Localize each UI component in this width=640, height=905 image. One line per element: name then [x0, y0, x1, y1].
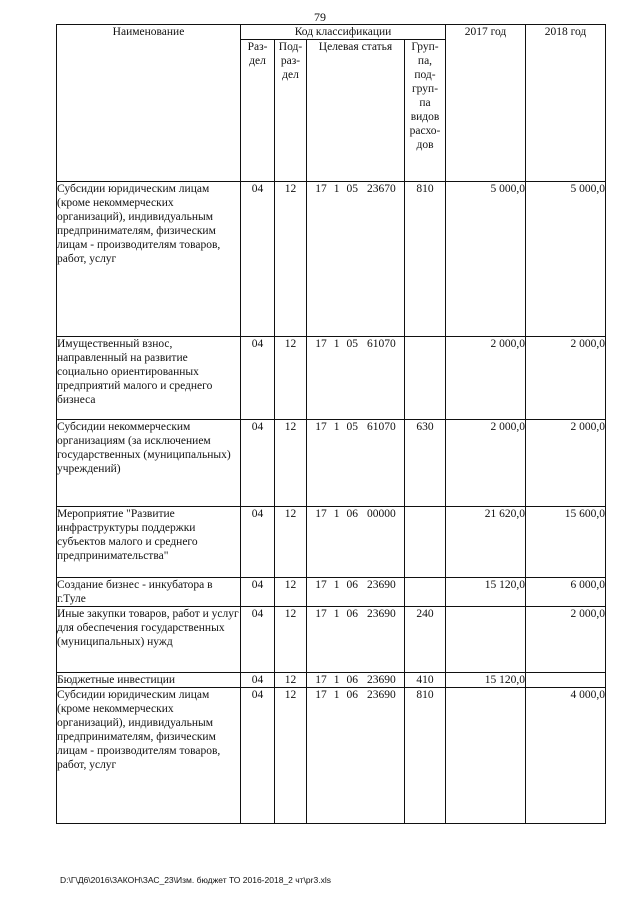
- row-podrazdel: 12: [275, 337, 307, 420]
- target-article-part: 17: [315, 338, 327, 350]
- table-row: [57, 182, 606, 337]
- target-article-part: 06: [346, 508, 358, 520]
- row-target-article: [307, 507, 405, 578]
- row-amount-2018: 6 000,0: [526, 578, 606, 607]
- row-amount-2018: 2 000,0: [526, 607, 606, 673]
- row-expense-group: [405, 578, 446, 607]
- target-article-part: 23670: [367, 183, 396, 195]
- row-podrazdel: 12: [275, 182, 307, 337]
- target-article-part: 23690: [367, 608, 396, 620]
- row-amount-2018: 15 600,0: [526, 507, 606, 578]
- target-article-part: 06: [346, 579, 358, 591]
- target-article-part: 17: [315, 421, 327, 433]
- row-target-article: [307, 420, 405, 507]
- row-amount-2017: 21 620,0: [446, 507, 526, 578]
- row-amount-2017: 2 000,0: [446, 337, 526, 420]
- budget-table: [56, 24, 606, 824]
- target-article-part: 17: [315, 579, 327, 591]
- row-expense-group: 810: [405, 182, 446, 337]
- target-article-part: 17: [315, 674, 327, 686]
- target-article-part: 1: [333, 689, 340, 701]
- row-amount-2018: 2 000,0: [526, 420, 606, 507]
- target-article-part: 06: [346, 608, 358, 620]
- table-row: [57, 420, 606, 507]
- row-podrazdel: 12: [275, 578, 307, 607]
- row-expense-group: 410: [405, 673, 446, 688]
- header-podrazdel: Под- раз- дел: [275, 40, 307, 182]
- row-name: Бюджетные инвестиции: [57, 673, 241, 688]
- header-group: Груп- па, под- груп- па видов расхо- дов: [405, 40, 446, 182]
- row-name: Субсидии некоммерческим организациям (за исключением государственных (муниципальных) учреждений): [57, 420, 241, 507]
- target-article-part: 1: [333, 421, 340, 433]
- row-amount-2018: [526, 673, 606, 688]
- header-code: Код классификации: [241, 25, 446, 40]
- table-row: [57, 607, 606, 673]
- header-target: Целевая статья: [307, 40, 405, 182]
- row-razdel: 04: [241, 607, 275, 673]
- target-article-part: 61070: [367, 338, 396, 350]
- row-amount-2018: 2 000,0: [526, 337, 606, 420]
- row-amount-2017: 2 000,0: [446, 420, 526, 507]
- header-razdel: Раз- дел: [241, 40, 275, 182]
- table-row: [57, 578, 606, 607]
- row-name: Имущественный взнос, направленный на развитие социально ориентированных предприятий малого и среднего бизнеса: [57, 337, 241, 420]
- target-article-part: 23690: [367, 674, 396, 686]
- header-name: Наименование: [57, 25, 241, 182]
- row-razdel: 04: [241, 688, 275, 824]
- row-amount-2017: 15 120,0: [446, 673, 526, 688]
- target-article-part: 1: [333, 579, 340, 591]
- row-expense-group: 240: [405, 607, 446, 673]
- row-name: Создание бизнес - инкубатора в г.Туле: [57, 578, 241, 607]
- row-podrazdel: 12: [275, 607, 307, 673]
- target-article-part: 1: [333, 608, 340, 620]
- page-number: 79: [314, 10, 326, 24]
- target-article-part: 05: [346, 421, 358, 433]
- target-article-part: 06: [346, 674, 358, 686]
- row-expense-group: 810: [405, 688, 446, 824]
- footer-file-path: D:\Г\Д6\2016\ЗАКОН\ЗАС_23\Изм. бюджет ТО 2016-2018_2 чт\pr3.xls: [60, 875, 331, 885]
- target-article-part: 17: [315, 508, 327, 520]
- row-amount-2018: 4 000,0: [526, 688, 606, 824]
- row-razdel: 04: [241, 337, 275, 420]
- target-article-part: 1: [333, 183, 340, 195]
- target-article-part: 1: [333, 508, 340, 520]
- row-target-article: [307, 182, 405, 337]
- row-expense-group: [405, 507, 446, 578]
- target-article-part: 00000: [367, 508, 396, 520]
- row-amount-2017: [446, 688, 526, 824]
- row-amount-2018: 5 000,0: [526, 182, 606, 337]
- row-razdel: 04: [241, 420, 275, 507]
- row-target-article: [307, 337, 405, 420]
- row-name: Субсидии юридическим лицам (кроме некоммерческих организаций), индивидуальным предпринимателям, физическим лицам - производителям товаров, работ, услуг: [57, 182, 241, 337]
- row-amount-2017: 5 000,0: [446, 182, 526, 337]
- row-podrazdel: 12: [275, 507, 307, 578]
- row-target-article: [307, 578, 405, 607]
- row-name: Субсидии юридическим лицам (кроме некоммерческих организаций), индивидуальным предпринимателям, физическим лицам - производителям товаров, работ, услуг: [57, 688, 241, 824]
- target-article-part: 23690: [367, 579, 396, 591]
- row-podrazdel: 12: [275, 673, 307, 688]
- table-row: [57, 337, 606, 420]
- row-amount-2017: [446, 607, 526, 673]
- row-target-article: [307, 673, 405, 688]
- row-razdel: 04: [241, 673, 275, 688]
- table-row: [57, 688, 606, 824]
- target-article-part: 61070: [367, 421, 396, 433]
- row-name: Иные закупки товаров, работ и услуг для обеспечения государственных (муниципальных) нужд: [57, 607, 241, 673]
- row-razdel: 04: [241, 507, 275, 578]
- target-article-part: 1: [333, 338, 340, 350]
- target-article-part: 05: [346, 338, 358, 350]
- row-name: Мероприятие "Развитие инфраструктуры поддержки субъектов малого и среднего предпринимательства": [57, 507, 241, 578]
- target-article-part: 17: [315, 608, 327, 620]
- row-expense-group: [405, 337, 446, 420]
- row-razdel: 04: [241, 578, 275, 607]
- row-target-article: [307, 688, 405, 824]
- row-target-article: [307, 607, 405, 673]
- target-article-part: 17: [315, 689, 327, 701]
- target-article-part: 23690: [367, 689, 396, 701]
- row-podrazdel: 12: [275, 688, 307, 824]
- table-row: [57, 507, 606, 578]
- row-amount-2017: 15 120,0: [446, 578, 526, 607]
- target-article-part: 06: [346, 689, 358, 701]
- target-article-part: 1: [333, 674, 340, 686]
- row-razdel: 04: [241, 182, 275, 337]
- table-row: [57, 673, 606, 688]
- header-2017: 2017 год: [446, 25, 526, 182]
- target-article-part: 17: [315, 183, 327, 195]
- row-podrazdel: 12: [275, 420, 307, 507]
- target-article-part: 05: [346, 183, 358, 195]
- header-2018: 2018 год: [526, 25, 606, 182]
- row-expense-group: 630: [405, 420, 446, 507]
